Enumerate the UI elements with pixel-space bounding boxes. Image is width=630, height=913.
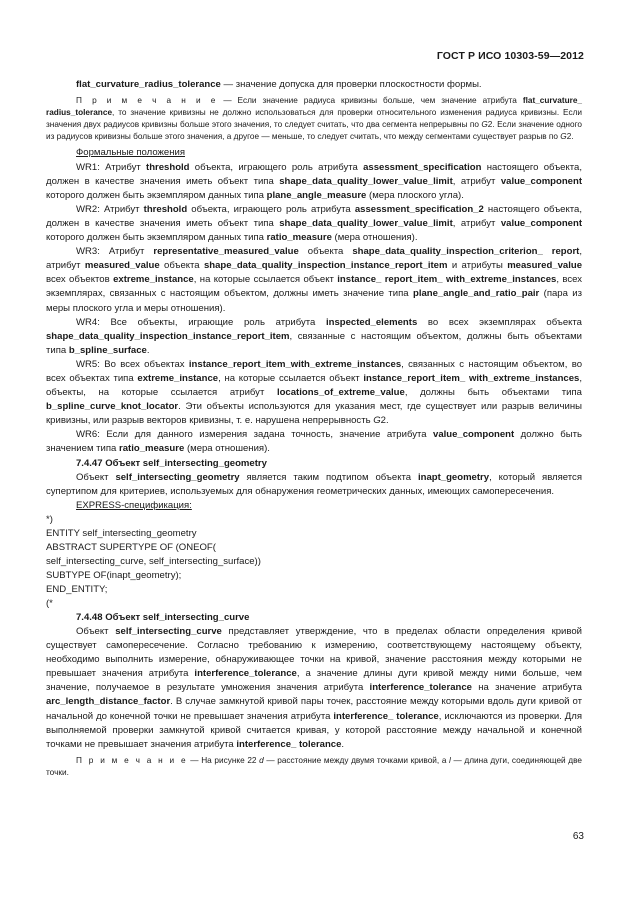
rule-wr3 [46,245,582,315]
code-line: *) [46,513,53,525]
term-span: instance_report_item_ with_extreme_instances [363,372,580,384]
section-7-4-48-title [46,611,582,625]
text-span: (пара из меры плоского угла и меры отношения). [46,288,583,314]
text-span: Формальные положения [76,147,186,159]
text-span: . [341,738,345,750]
text-span: WR5: Во всех объектах [76,358,189,370]
text-span: , исключаются из проверки. Для выполняемой проверки замкнутой кривой считается кривая, у которой расстояние между начальной и конечной точками не превышает значения атрибута [46,710,583,750]
term-span: instance_report_item_with_extreme_instances [188,358,402,370]
term-span: plane_angle_measure [266,189,367,201]
rule-wr4 [46,316,582,358]
text-span: настоящего объекта, должен в качестве значения иметь объект типа [46,161,582,187]
term-span: extreme_instance [113,274,194,286]
text-span: (мера отношения). [184,443,270,455]
text-span: EXPRESS-спецификация: [76,499,192,511]
rule-wr6 [46,428,582,456]
term-span: interference_ tolerance [236,738,342,750]
term-span: representative_measured_value [153,246,299,258]
express-spec-heading [46,499,582,513]
text-span: — На рисунке 22 [187,755,260,765]
text-span: объекта, играющего роль атрибута [187,203,355,215]
rule-wr1 [46,161,582,203]
text-span: Объект [76,626,116,637]
text-span: WR2: Атрибут [76,203,144,215]
text-span: — расстояние между двумя точками кривой, а [263,755,450,765]
term-span: threshold [143,203,188,215]
text-span: , связанные с настоящим объектом, должны быть объектами типа [46,330,582,356]
rule-wr5 [46,358,582,428]
term-span: 7.4.48 Объект self_intersecting_curve [76,611,250,623]
text-span: WR6: Если для данного измерения задана точность, значение атрибута [76,429,434,441]
text-span: — значение допуска для проверки плоскостности формы. [220,79,482,90]
text-span: объекта [159,260,204,272]
note-1 [46,95,582,143]
term-span: locations_of_extreme_value [276,387,405,399]
text-span: G [481,120,488,130]
text-span: WR3: Атрибут [76,246,154,258]
code-line: self_intersecting_curve, self_intersecting_surface)) [46,555,261,567]
term-span: interference_ tolerance [333,710,439,722]
note-2 [46,755,582,779]
rule-wr2 [46,203,582,245]
text-span: должно быть значением типа [46,429,582,455]
text-span: . [146,344,150,356]
text-span: G [560,132,567,142]
term-span: ratio_measure [119,443,185,455]
code-line: END_ENTITY; [46,583,108,595]
text-span: G [373,415,381,427]
text-span: , всех экземплярах, связанных с настоящим объектом, должны иметь значение типа [46,274,582,300]
page-number: 63 [572,831,584,842]
term-span: inapt_geometry [417,471,490,483]
text-span: во всех экземплярах объекта [417,316,582,328]
text-span: , то значение кривизны не должно использоваться для проверки относительного изменения радиуса кривизны. Если значения двух радиусов кривизны больше этого значения, то следует считать, что два сегмента непрерывны по [46,108,582,130]
term-span: shape_data_quality_lower_value_limit [279,175,453,187]
text-span: , на которые ссылается объект [193,274,338,286]
term-span: measured_value [84,260,160,272]
term-span: threshold [146,161,190,173]
text-span: 2. Если значение одного из радиусов кривизны больше этого значения, а другое — меньше, то следует считать, что между сегментами существует разрыв по [46,120,582,142]
term-span: ratio_measure [266,232,332,244]
text-span: , а значение длины дуги кривой между ними больше, чем значение, получаемое в результате умножения значения атрибута [46,668,582,694]
text-span: . В случае замкнутой кривой пары точек, расстояние между которыми вдоль дуги кривой от начальной до конечной точки не превышает значения атрибута [46,696,582,722]
code-line: ABSTRACT SUPERTYPE OF (ONEOF( [46,541,216,553]
flat-curvature-paragraph [46,78,582,92]
text-span: (мера отношения). [331,232,418,244]
text-span: является таким подтипом объекта [239,471,418,483]
term-span: shape_data_quality_inspection_criterion_ report [352,246,580,258]
text-span: d [259,755,264,765]
text-span: объекта [298,246,353,258]
text-span: , на которые ссылается объект [218,372,364,384]
term-span: inspected_elements [325,316,418,328]
term-span: extreme_instance [137,372,219,384]
text-span: настоящего объекта, должен в качестве значения иметь объект типа [46,203,582,229]
text-span: , который является супертипом для критериев, используемых для обнаружения геометрических данных, имеющих самопересечения. [46,471,582,497]
term-span: value_component [500,217,582,229]
text-span: 2. [380,415,389,427]
text-span: WR4: Все объекты, играющие роль атрибута [76,316,326,328]
section-7-4-47-title [46,457,582,471]
term-span: b_spline_curve_knot_locator [46,401,179,413]
text-span: — Если значение радиуса кривизны больше, чем значение атрибута [217,96,523,106]
text-span: , объекты, на которые ссылается атрибут [46,372,583,399]
code-line: SUBTYPE OF(inapt_geometry); [46,569,182,581]
express-code [46,513,582,611]
note-label: П р и м е ч а н и е [76,96,218,106]
text-span: на значение атрибута [471,682,582,694]
text-span: — длина дуги, соединяющей две точки. [46,755,582,777]
text-span: и атрибуты [447,260,508,272]
code-line: ENTITY self_intersecting_geometry [46,527,197,539]
document-body [46,78,582,779]
formal-rules-heading [46,146,582,160]
term-span: interference_tolerance [194,668,297,680]
text-span: Объект [76,471,116,483]
text-span: , атрибут [452,217,501,229]
document-header: ГОСТ Р ИСО 10303-59—2012 [436,50,584,62]
text-span: представляет утверждение, что в пределах области определения кривой существует самопересечение. Согласно требованию к измерению, соответствующему настоящему объекту, необходимо выполнить измерение, обнаруживающее точки на кривой, значение расстояния между которыми не превышает значения атрибута [46,626,582,680]
text-span: объекта, играющего роль атрибута [189,161,364,173]
code-line: (* [46,597,53,609]
term-span: shape_data_quality_lower_value_limit [279,217,453,229]
text-span: l [449,755,451,765]
text-span: которого должен быть экземпляром данных типа [46,189,267,201]
note-label: П р и м е ч а н и е [76,755,188,765]
term-span: flat_curvature_radius_tolerance [76,79,221,90]
text-span: (мера плоского угла). [366,189,464,201]
term-span: self_intersecting_curve [115,626,222,637]
term-span: value_component [500,175,582,187]
term-span: 7.4.47 Объект self_intersecting_geometry [76,457,267,469]
text-span: всех объектов [46,274,114,286]
text-span: , атрибут [46,246,583,272]
text-span: , атрибут [452,175,501,187]
term-span: shape_data_quality_inspection_instance_report_item [46,330,290,342]
section-7-4-48-body [46,625,582,752]
term-span: flat_curvature_ radius_tolerance [46,96,582,118]
text-span: , должны быть объектами типа [404,387,582,399]
term-span: self_intersecting_geometry [115,471,240,483]
term-span: interference_tolerance [369,682,472,694]
term-span: measured_value [507,260,583,272]
term-span: assessment_specification [363,161,482,173]
term-span: instance_ report_item_ with_extreme_instances [337,274,557,286]
term-span: arc_length_distance_factor [46,696,171,708]
text-span: WR1: Атрибут [76,161,147,173]
term-span: plane_angle_and_ratio_pair [412,288,540,300]
text-span: 2. [566,132,574,142]
term-span: shape_data_quality_inspection_instance_report_item [203,260,448,272]
term-span: assessment_specification_2 [354,203,484,215]
text-span: которого должен быть экземпляром данных типа [46,232,267,244]
text-span: . Эти объекты используются для указания мест, где существует или разрыв величины кривизны, или разрыв векторов кривизны, т. е. нарушена непрерывность [46,401,582,427]
term-span: b_spline_surface [68,344,147,356]
text-span: , связанных с настоящим объектом, во всех объектах типа [46,358,583,384]
term-span: value_component [433,429,515,441]
section-7-4-47-body [46,471,582,499]
